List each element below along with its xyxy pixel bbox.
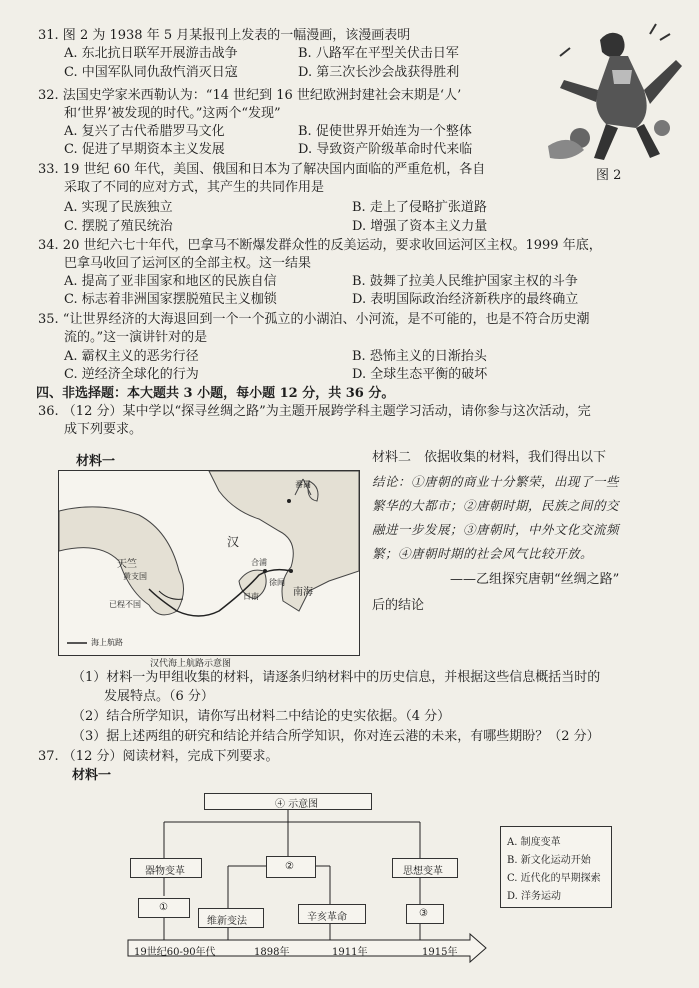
- q33-option-d: D. 增强了资本主义力量: [352, 219, 488, 234]
- map-label-hepu: 合浦: [251, 558, 267, 567]
- map-caption: 汉代海上航路示意图: [150, 659, 232, 669]
- map-label-nanhai: 南海: [293, 587, 313, 598]
- q37-box-weixin: [198, 908, 264, 928]
- q36-part3: （3）据上述两组的研究和结论并结合所学知识，你对连云港的未来，有哪些期盼？（2 分）: [72, 729, 600, 744]
- q32-stem-line1: 32. 法国史学家米西勒认为：“14 世纪到 16 世纪欧洲封建社会末期是‘人’: [38, 88, 462, 103]
- q35-option-a: A. 霸权主义的恶劣行径: [64, 349, 199, 364]
- q33-option-c: C. 摆脱了殖民统治: [64, 219, 173, 234]
- q36-part1-line1: （1）材料一为甲组收集的材料，请逐条归纳材料中的历史信息，并根据这些信息概括当时的: [72, 670, 601, 685]
- q37-box-3-label: ③: [419, 908, 428, 919]
- q37-box-2-label: ②: [285, 861, 294, 872]
- map-label-panyu: 番禺: [295, 480, 311, 489]
- q37-box-2: [266, 856, 316, 878]
- q36-material2-line2: 结论：①唐朝的商业十分繁荣，出现了一些: [372, 474, 620, 489]
- q35-stem-line1: 35. “让世界经济的大海退回到一个一个孤立的小湖泊、小河流，是不可能的，也是不符合历史潮: [38, 312, 590, 327]
- q31-option-b: B. 八路军在平型关伏击日军: [298, 46, 459, 61]
- q31-option-c: C. 中国军队同仇敌忾消灭日寇: [64, 65, 238, 80]
- q37-legend-box: [500, 826, 612, 908]
- q32-stem-line2: 和‘世界’被发现的时代。”这两个“发现”: [64, 106, 281, 121]
- q34-option-d: D. 表明国际政治经济新秩序的最终确立: [352, 292, 579, 307]
- q37-timeline-label-1: 19世纪60-90年代: [134, 947, 216, 958]
- q35-stem-line2: 流的。”这一演讲针对的是: [64, 330, 208, 345]
- q37-box-sixiang: [392, 858, 458, 878]
- q36-material2-signature2: 后的结论: [372, 598, 425, 613]
- fig2-caption: 图 2: [596, 168, 622, 183]
- q37-box-1-label: ①: [159, 902, 168, 913]
- q36-material2-line5: 繁；④唐朝时期的社会风气比较开放。: [372, 546, 594, 561]
- q37-material1-title: 材料一: [72, 768, 112, 783]
- q36-stem-line1: 36. （12 分）某中学以“探寻丝绸之路”为主题开展跨学科主题学习活动，请你参与这次活动，完: [38, 404, 591, 419]
- q37-legend-a: A. 制度变革: [507, 837, 561, 848]
- map-label-rinan: 日南: [243, 592, 259, 601]
- q37-stem: 37. （12 分）阅读材料，完成下列要求。: [38, 749, 279, 764]
- q37-box-qiwu-label: 器物变革: [145, 866, 185, 877]
- q33-stem-line2: 采取了不同的应对方式，其产生的共同作用是: [64, 180, 325, 195]
- q36-material1-title: 材料一: [76, 454, 116, 469]
- q35-option-d: D. 全球生态平衡的破坏: [352, 367, 488, 382]
- map-label-xuwen: 徐闻: [269, 578, 285, 587]
- q37-box-xinhai: [298, 904, 366, 924]
- q37-box-weixin-label: 维新变法: [207, 916, 247, 927]
- q31-option-d: D. 第三次长沙会战获得胜利: [298, 65, 460, 80]
- q36-stem-line2: 成下列要求。: [64, 422, 143, 437]
- map-label-han: 汉: [227, 535, 240, 549]
- q37-legend-c: C. 近代化的早期探索: [507, 873, 601, 884]
- q37-timeline-label-3: 1911年: [332, 947, 368, 958]
- q32-option-d: D. 导致资产阶级革命时代来临: [298, 142, 473, 157]
- q37-legend-b: B. 新文化运动开始: [507, 855, 591, 866]
- q36-material2-line3: 繁华的大都市；②唐朝时期，民族之间的交: [372, 498, 620, 513]
- q37-box-sixiang-label: 思想变革: [403, 866, 443, 877]
- map-label-yichengbu: 已程不国: [109, 600, 141, 609]
- q36-material2-line1: 材料二 依据收集的材料，我们得出以下: [372, 450, 607, 465]
- q37-legend-d: D. 洋务运动: [507, 891, 562, 902]
- q37-box-xinhai-label: 辛亥革命: [307, 912, 347, 923]
- q36-material2-line4: 融进一步发展；③唐朝时，中外文化交流频: [372, 522, 620, 537]
- q37-box-1: [138, 898, 190, 918]
- q34-stem-line1: 34. 20 世纪六七十年代，巴拿马不断爆发群众性的反美运动，要求收回运河区主权。1999 年底，: [38, 238, 602, 253]
- q34-option-a: A. 提高了亚非国家和地区的民族自信: [64, 274, 277, 289]
- q34-stem-line2: 巴拿马收回了运河区的全部主权。这一结果: [64, 256, 312, 271]
- q37-timeline-label-2: 1898年: [254, 947, 290, 958]
- map-label-huangzhi: 黄支国: [123, 572, 147, 581]
- q33-option-a: A. 实现了民族独立: [64, 200, 173, 215]
- q33-stem-line1: 33. 19 世纪 60 年代，美国、俄国和日本为了解决国内面临的严重危机，各自: [38, 162, 486, 177]
- q37-top-box: [204, 793, 372, 810]
- q32-option-b: B. 促使世界开始连为一个整体: [298, 124, 472, 139]
- q35-option-b: B. 恐怖主义的日渐抬头: [352, 349, 487, 364]
- q36-part2: （2）结合所学知识，请你写出材料二中结论的史实依据。（4 分）: [72, 709, 451, 724]
- q33-option-b: B. 走上了侵略扩张道路: [352, 200, 487, 215]
- q31-option-a: A. 东北抗日联军开展游击战争: [64, 46, 238, 61]
- q34-option-c: C. 标志着非洲国家摆脱殖民主义枷锁: [64, 292, 277, 307]
- map-legend-label: 海上航路: [91, 638, 123, 647]
- q37-box-qiwu: [130, 858, 202, 878]
- q35-option-c: C. 逆经济全球化的行为: [64, 367, 199, 382]
- section-4-heading: 四、非选择题：本大题共 3 小题，每小题 12 分，共 36 分。: [36, 386, 395, 401]
- q37-timeline-label-4: 1915年: [422, 947, 458, 958]
- q34-option-b: B. 鼓舞了拉美人民维护国家主权的斗争: [352, 274, 578, 289]
- map-label-tianzhu: 天竺: [117, 559, 137, 570]
- q32-option-a: A. 复兴了古代希腊罗马文化: [64, 124, 225, 139]
- q32-option-c: C. 促进了早期资本主义发展: [64, 142, 225, 157]
- q37-top-box-label: ④ 示意图: [275, 799, 319, 810]
- q36-material2-signature: ——乙组探究唐朝“丝绸之路”: [450, 572, 620, 587]
- q31-stem: 31. 图 2 为 1938 年 5 月某报刊上发表的一幅漫画，该漫画表明: [38, 28, 411, 43]
- q37-box-3: [406, 904, 444, 924]
- q36-part1-line2: 发展特点。（6 分）: [104, 689, 214, 704]
